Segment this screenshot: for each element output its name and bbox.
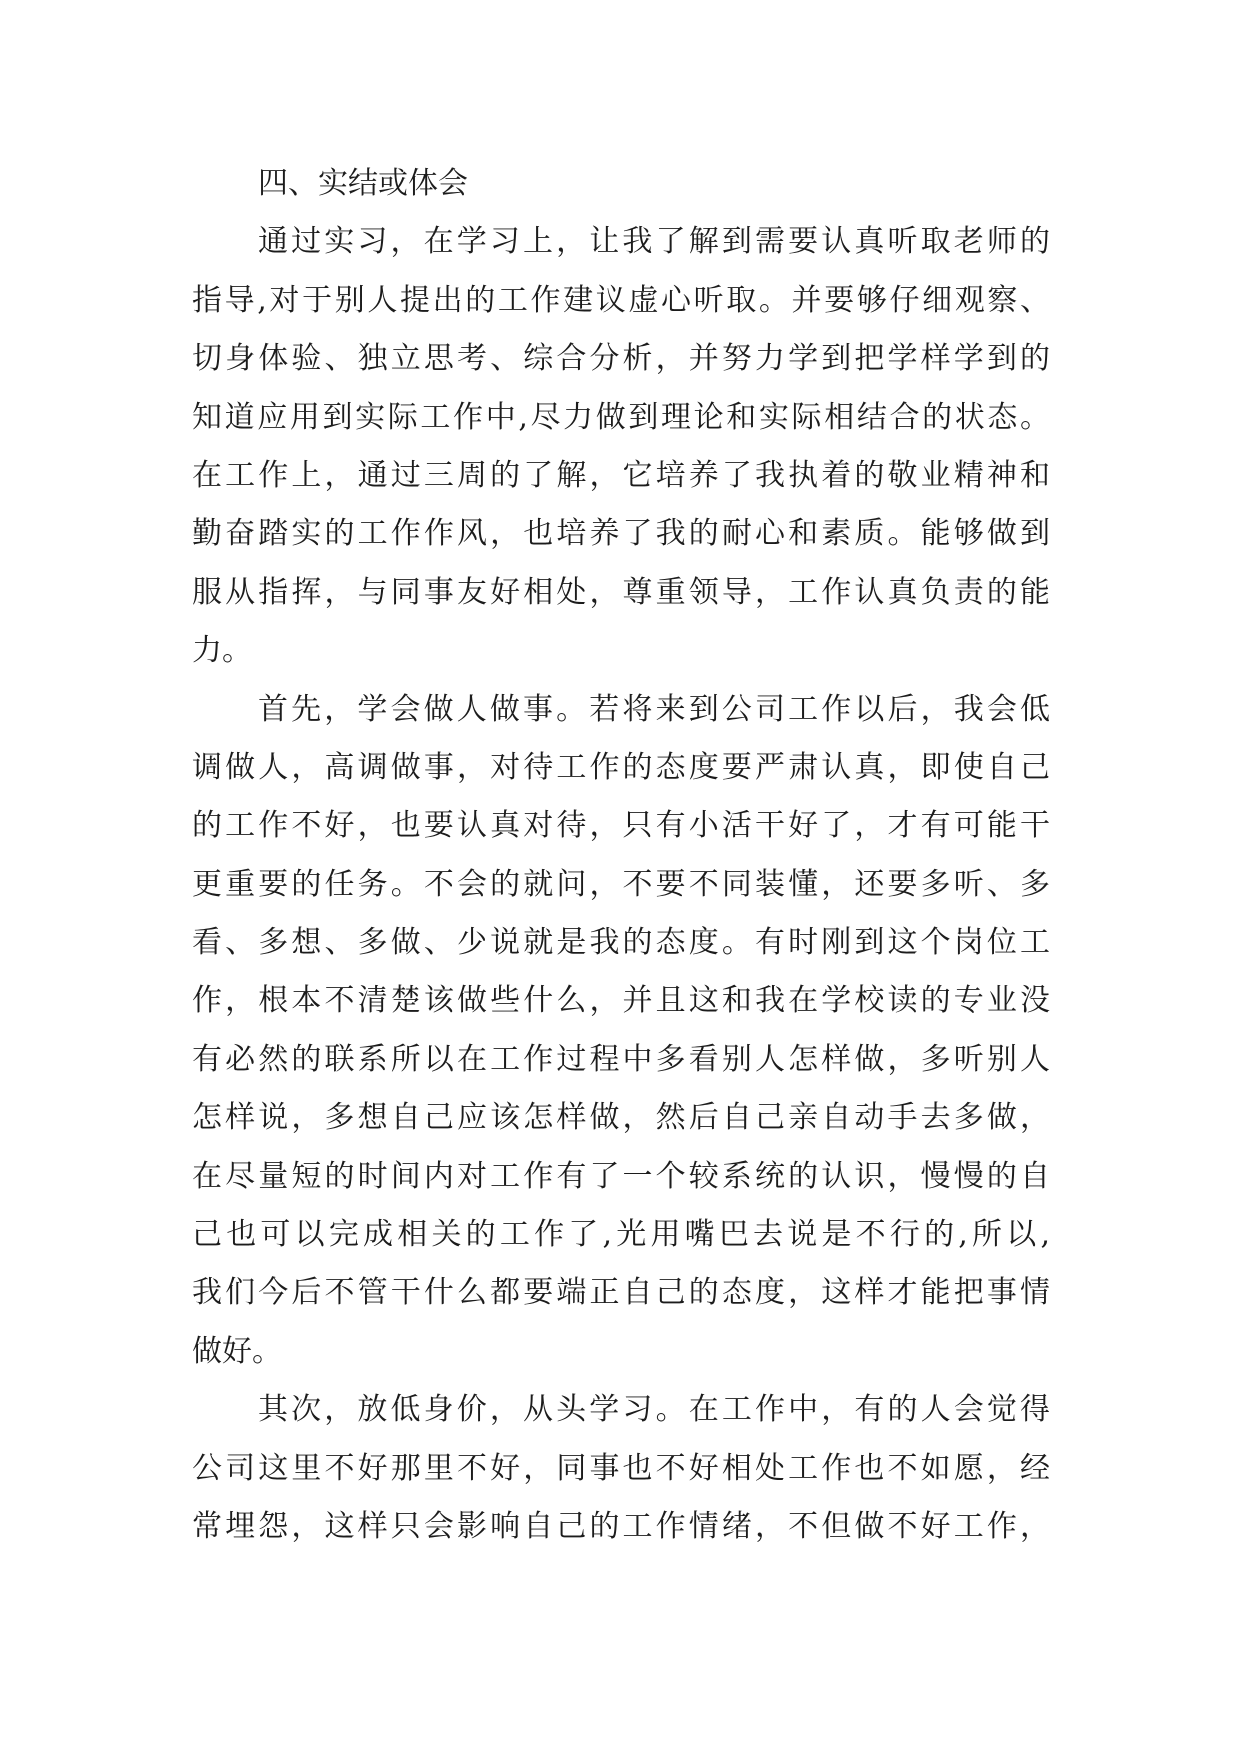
text-line: 服从指挥，与同事友好相处，尊重领导，工作认真负责的能: [192, 574, 1050, 610]
paragraph-1: [192, 213, 1050, 680]
document-body: [192, 155, 1050, 1556]
text-line: 切身体验、独立思考、综合分析，并努力学到把学样学到的: [192, 341, 1050, 377]
text-line: 看、多想、多做、少说就是我的态度。有时刚到这个岗位工: [192, 925, 1050, 961]
text-line: 的工作不好，也要认真对待，只有小活干好了，才有可能干: [192, 808, 1050, 844]
text-line: 更重要的任务。不会的就问，不要不同装懂，还要多听、多: [192, 866, 1050, 902]
text-line: 常埋怨，这样只会影响自己的工作情绪，不但做不好工作，: [192, 1508, 1050, 1544]
text-line: 在工作上，通过三周的了解，它培养了我执着的敬业精神和: [192, 457, 1050, 493]
text-line: 知道应用到实际工作中,尽力做到理论和实际相结合的状态。: [192, 399, 1050, 435]
paragraph-2: [192, 681, 1050, 1382]
text-line: 调做人，高调做事，对待工作的态度要严肃认真，即使自己: [192, 749, 1050, 785]
text-line: 其次，放低身价，从头学习。在工作中，有的人会觉得: [258, 1392, 1050, 1428]
text-line: 通过实习，在学习上，让我了解到需要认真听取老师的: [258, 224, 1050, 260]
paragraph-3: [192, 1381, 1050, 1556]
text-line: 作，根本不清楚该做些什么，并且这和我在学校读的专业没: [192, 983, 1050, 1019]
section-heading: 四、实结或体会: [258, 166, 468, 201]
text-line: 指导,对于别人提出的工作建议虚心听取。并要够仔细观察、: [192, 282, 1050, 318]
text-line: 首先，学会做人做事。若将来到公司工作以后，我会低: [258, 691, 1050, 727]
text-line: 我们今后不管干什么都要端正自己的态度，这样才能把事情: [192, 1275, 1050, 1311]
text-line: 怎样说，多想自己应该怎样做，然后自己亲自动手去多做，: [192, 1100, 1050, 1136]
text-line: 力。: [192, 633, 252, 669]
text-line: 公司这里不好那里不好，同事也不好相处工作也不如愿，经: [192, 1450, 1050, 1486]
text-line: 勤奋踏实的工作作风，也培养了我的耐心和素质。能够做到: [192, 516, 1050, 552]
text-line: 在尽量短的时间内对工作有了一个较系统的认识，慢慢的自: [192, 1158, 1050, 1194]
text-line: 己也可以完成相关的工作了,光用嘴巴去说是不行的,所以,: [192, 1217, 1050, 1253]
text-line: 有必然的联系所以在工作过程中多看别人怎样做，多听别人: [192, 1041, 1050, 1077]
text-line: 做好。: [192, 1333, 282, 1369]
